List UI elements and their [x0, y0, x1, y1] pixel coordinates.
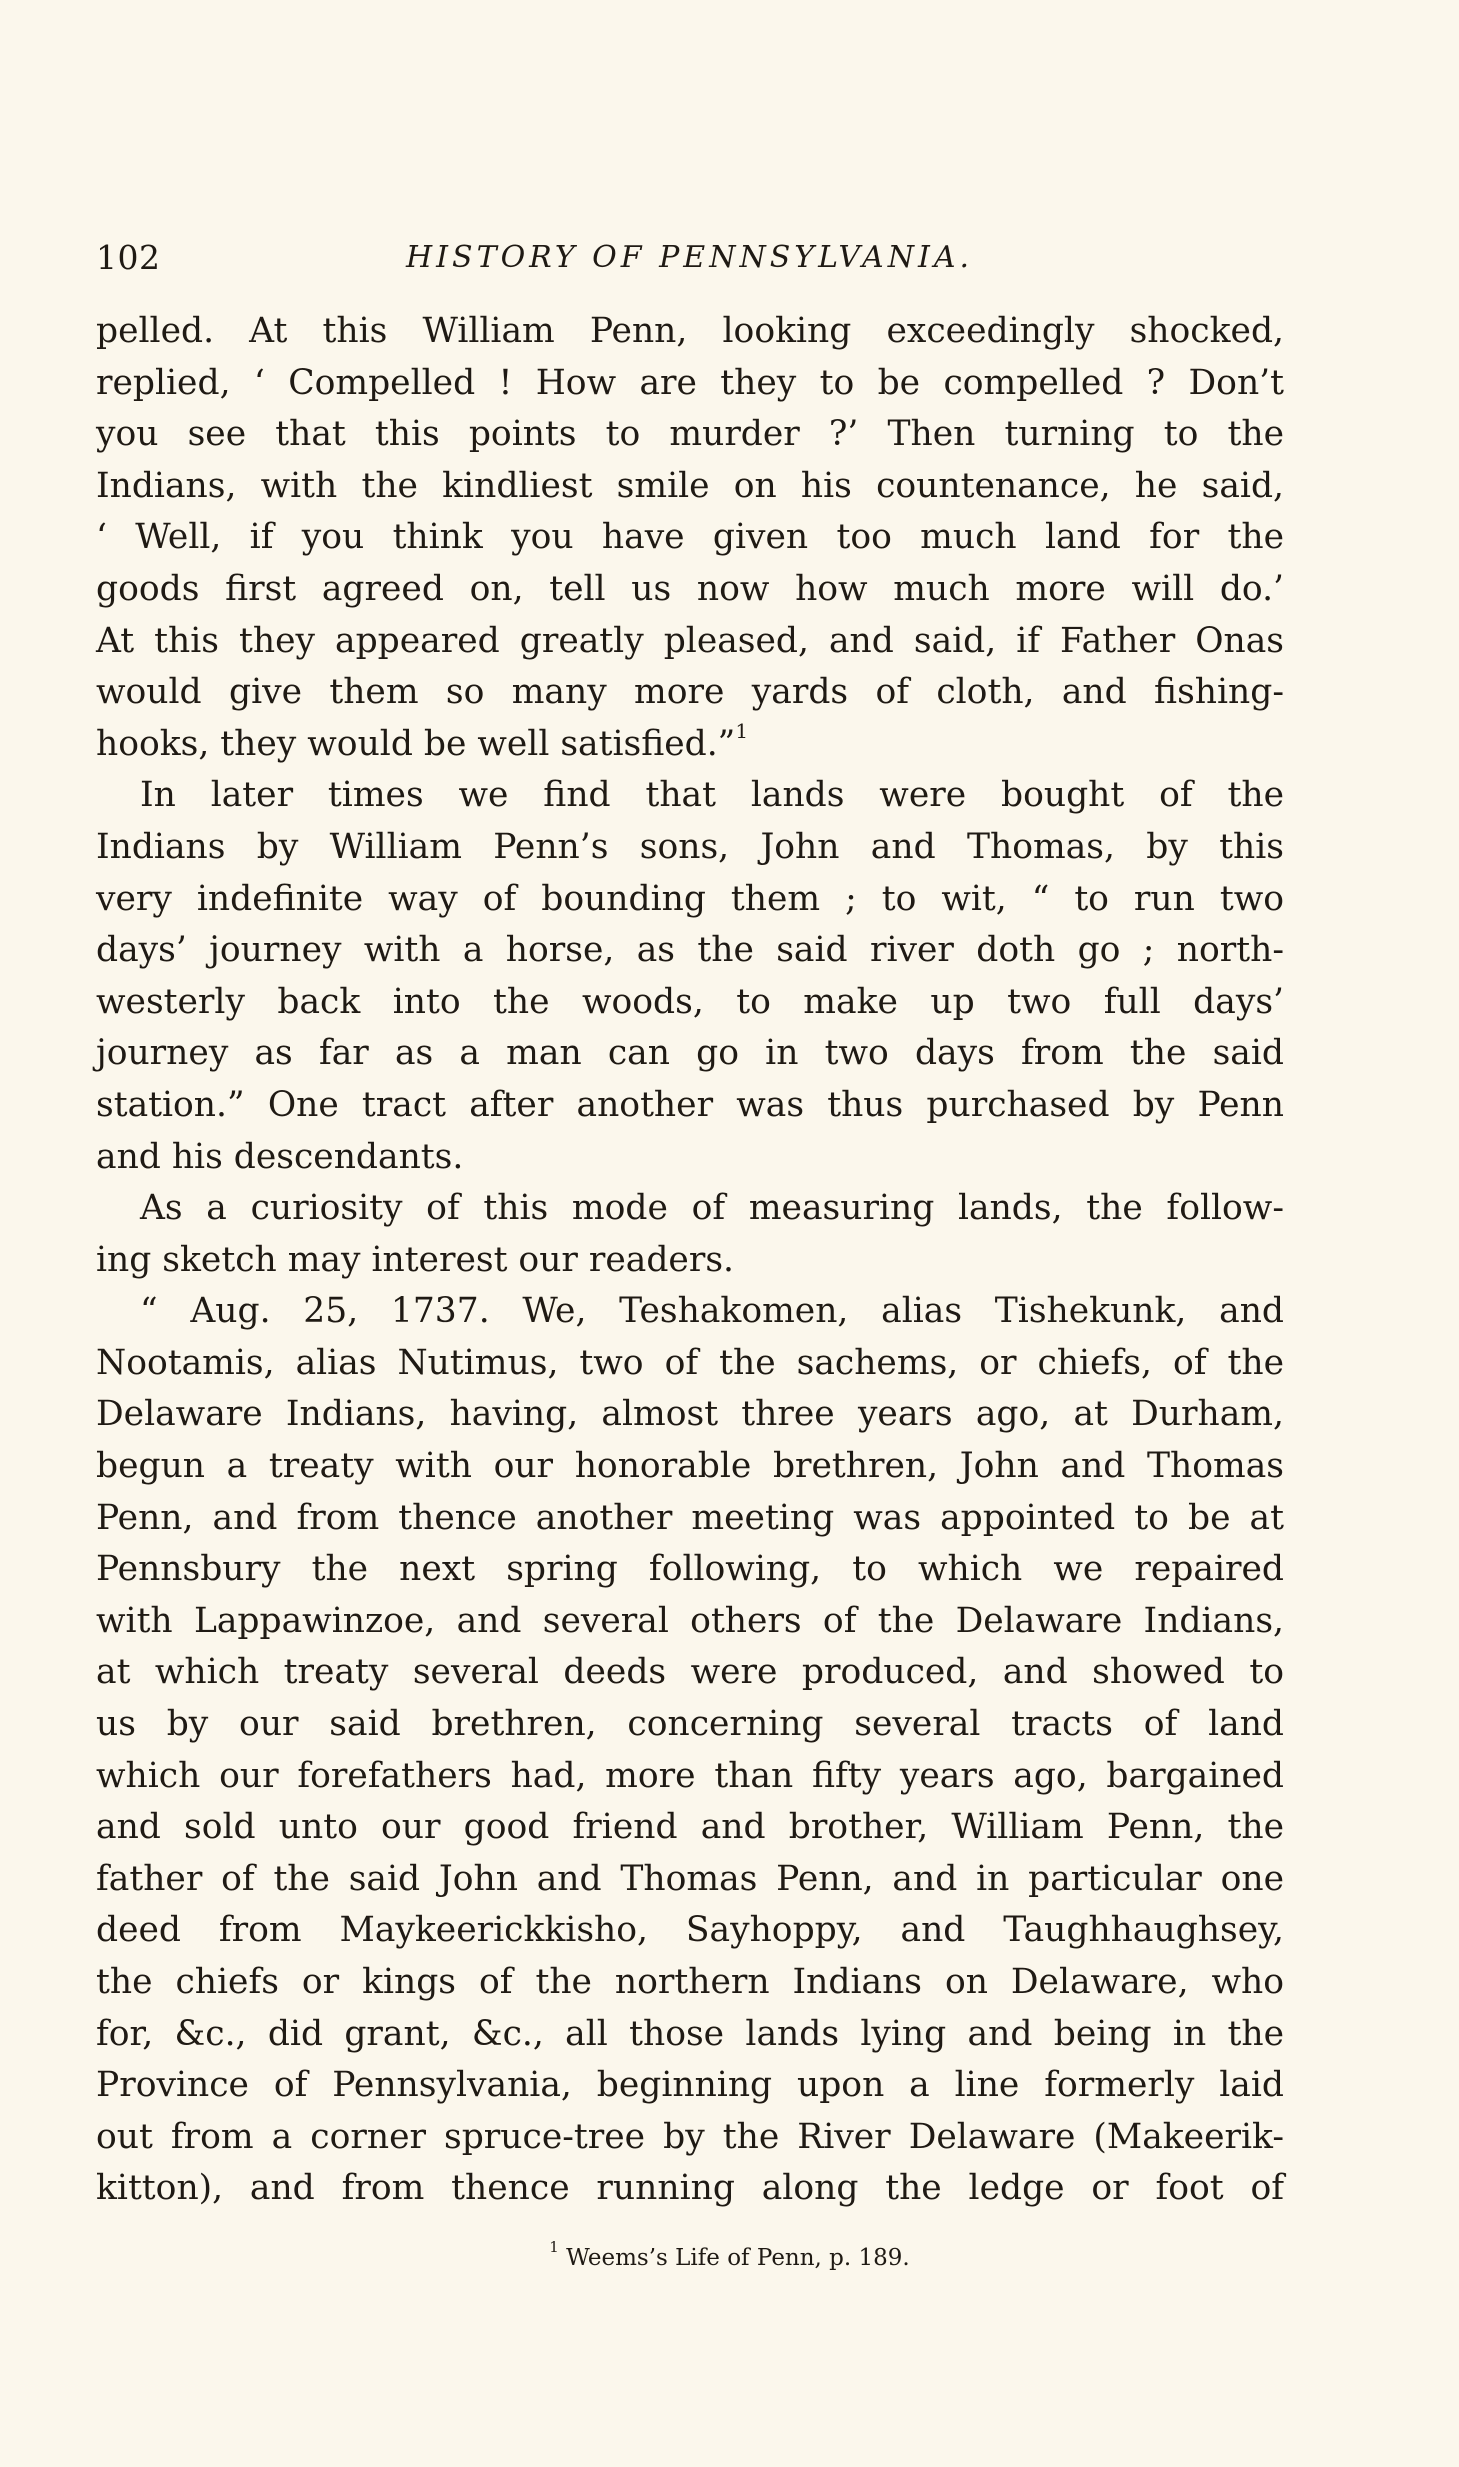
text-line: As a curiosity of this mode of measuring lands, the follow- — [140, 1188, 1284, 1229]
text-line: with Lappawinzoe, and several others of the Delaware Indians, — [96, 1600, 1284, 1641]
text-line: Delaware Indians, having, almost three years ago, at Durham, — [96, 1394, 1284, 1435]
text-line: for, &c., did grant, &c., all those lands lying and being in the — [96, 2013, 1284, 2054]
text-line: begun a treaty with our honorable brethren, John and Thomas — [96, 1446, 1284, 1487]
text-line: and his descendants. — [96, 1136, 464, 1177]
footnote — [0, 2240, 1459, 2276]
text-line: journey as far as a man can go in two days from the said — [96, 1033, 1284, 1074]
text-line: kitton), and from thence running along the ledge or foot of — [96, 2168, 1284, 2209]
text-line: which our forefathers had, more than fifty years ago, bargained — [96, 1755, 1284, 1796]
text-line: father of the said John and Thomas Penn, and in particular one — [96, 1858, 1284, 1899]
text-line: replied, ‘ Compelled ! How are they to be compelled ? Don’t — [96, 362, 1284, 403]
text-line — [96, 719, 1284, 771]
text-line: us by our said brethren, concerning several tracts of land — [96, 1704, 1284, 1745]
text-line: In later times we find that lands were bought of the — [140, 775, 1284, 816]
footnote-text: Weems’s Life of Penn, p. 189. — [566, 2245, 910, 2271]
text-line-content: hooks, they would be well satisfied.” — [96, 723, 736, 764]
running-title: HISTORY OF PENNSYLVANIA. — [406, 240, 974, 275]
running-head — [96, 236, 1286, 280]
text-line: goods first agreed on, tell us now how much more will do.’ — [96, 568, 1284, 609]
footnote-reference[interactable]: 1 — [735, 719, 749, 744]
text-line: Indians by William Penn’s sons, John and Thomas, by this — [96, 826, 1284, 867]
text-line: ing sketch may interest our readers. — [96, 1239, 735, 1280]
text-line: days’ journey with a horse, as the said river doth go ; north- — [96, 930, 1284, 971]
text-line: very indefinite way of bounding them ; to wit, “ to run two — [96, 878, 1284, 919]
text-line: would give them so many more yards of cloth, and fishing- — [96, 672, 1284, 713]
page-number: 102 — [96, 238, 161, 277]
text-line: pelled. At this William Penn, looking exceedingly shocked, — [96, 311, 1284, 351]
text-line: Penn, and from thence another meeting was appointed to be at — [96, 1497, 1284, 1538]
text-line: at which treaty several deeds were produced, and showed to — [96, 1652, 1284, 1693]
text-line: deed from Maykeerickkisho, Sayhoppy, and Taughhaughsey, — [96, 1910, 1284, 1951]
text-line: Province of Pennsylvania, beginning upon a line formerly laid — [96, 2065, 1284, 2106]
text-line: Pennsbury the next spring following, to which we repaired — [96, 1549, 1284, 1590]
text-line: At this they appeared greatly pleased, and said, if Father Onas — [96, 620, 1284, 661]
body-text — [96, 306, 1284, 2215]
text-line: ‘ Well, if you think you have given too much land for the — [96, 517, 1284, 558]
text-line: the chiefs or kings of the northern Indians on Delaware, who — [96, 1962, 1284, 2002]
text-line: you see that this points to murder ?’ Then turning to the — [96, 414, 1284, 455]
footnote-marker: 1 — [549, 2238, 559, 2257]
text-line: “ Aug. 25, 1737. We, Teshakomen, alias Tishekunk, and — [140, 1291, 1284, 1332]
text-line: westerly back into the woods, to make up two full days’ — [96, 981, 1284, 1022]
text-line: Nootamis, alias Nutimus, two of the sachems, or chiefs, of the — [96, 1342, 1284, 1383]
text-line: Indians, with the kindliest smile on his countenance, he said, — [96, 465, 1284, 506]
text-line: out from a corner spruce-tree by the River Delaware (Makeerik- — [96, 2116, 1284, 2157]
text-line: station.” One tract after another was thus purchased by Penn — [96, 1084, 1284, 1125]
text-line: and sold unto our good friend and brother, William Penn, the — [96, 1807, 1284, 1848]
